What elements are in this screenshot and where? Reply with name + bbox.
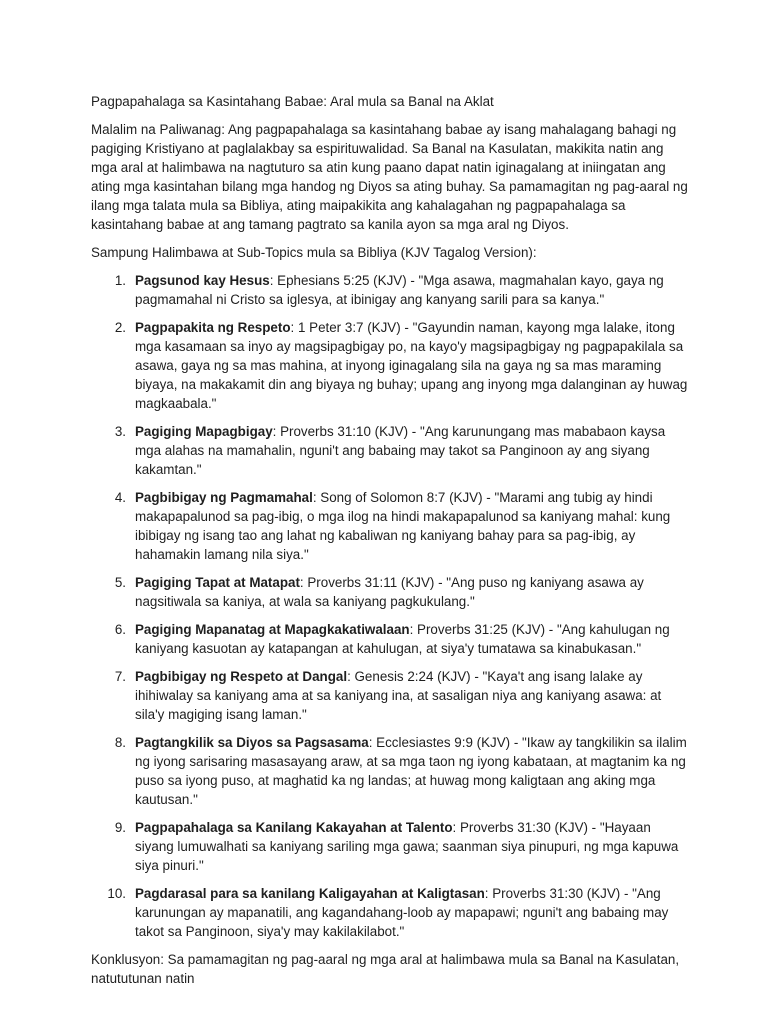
examples-list [91, 271, 691, 941]
list-item-number: 8. [114, 735, 126, 750]
list-item [91, 733, 691, 809]
intro-paragraph: Malalim na Paliwanag: Ang pagpapahalaga sa kasintahang babae ay isang mahalagang bahagi ng pagiging Kristiyano at paglalakbay sa espirituwalidad. Sa Banal na Kasulatan, makikita natin ang mga aral at halimbawa na nagtuturo sa atin kung paano dapat natin iginagalang at iniingatan ang ating mga kasintahan bilang mga handog ng Diyos sa ating buhay. Sa pamamagitan ng pag-aaral ng ilang mga talata mula sa Bibliya, ating maipakikita ang kahalagahan ng pagpapahalaga sa kasintahang babae at ang tamang pagtrato sa kanila ayon sa mga aral ng Diyos. [91, 122, 688, 232]
list-item-text: : Ecclesiastes 9:9 (KJV) - "Ikaw ay tangkilikin sa ilalim ng iyong sarisaring masasayang araw, at sa mga taon ng iyong kabataan, at magtanim ka ng puso sa iyong puso, at maghatid ka ng landas; at huwag mong kaligtaan ang aking mga kautusan." [135, 735, 687, 807]
list-item [91, 667, 691, 724]
list-item-topic: Pagiging Mapagbigay [135, 424, 273, 439]
list-item-number: 9. [114, 820, 126, 835]
list-item [91, 620, 691, 658]
list-item [91, 318, 691, 413]
list-item-topic: Pagtangkilik sa Diyos sa Pagsasama [135, 735, 369, 750]
list-item-topic: Pagbibigay ng Pagmamahal [135, 490, 313, 505]
list-item [91, 818, 691, 875]
list-item [91, 422, 691, 479]
list-item [91, 884, 691, 941]
list-item-number: 7. [114, 669, 126, 684]
list-item [91, 488, 691, 564]
list-item [91, 271, 691, 309]
list-item-text: : Proverbs 31:25 (KJV) - "Ang kahulugan ng kaniyang kasuotan ay katapangan at kahulugan, at siya'y tumatawa sa kinabukasan." [135, 622, 670, 656]
list-item-number: 6. [114, 622, 126, 637]
list-item-text: : 1 Peter 3:7 (KJV) - "Gayundin naman, kayong mga lalake, itong mga kasamaan sa inyo ay magsipagbigay po, na kayo'y magsipagbigay ng pagpapakilala sa asawa, gaya ng sa mas mahina, at inyong iginagalang sila na gaya ng sa mas maraming biyaya, na makakamit din ang biyaya ng buhay; upang ang inyong mga dalanginan ay huwag magkaabala." [135, 320, 688, 411]
list-item [91, 573, 691, 611]
list-item-text: : Proverbs 31:30 (KJV) - "Ang karunungan ay mapanatili, ang kagandahang-loob ay mapapawi; nguni't ang babaing may takot sa Panginoon, siya'y may kakilakilabot." [135, 886, 669, 939]
list-item-topic: Pagdarasal para sa kanilang Kaligayahan at Kaligtasan [135, 886, 485, 901]
conclusion-paragraph: Konklusyon: Sa pamamagitan ng pag-aaral ng mga aral at halimbawa mula sa Banal na Kasulatan, natututunan natin [91, 952, 680, 986]
list-item-topic: Pagiging Mapanatag at Mapagkakatiwalaan [135, 622, 410, 637]
list-item-number: 2. [114, 320, 126, 335]
list-heading: Sampung Halimbawa at Sub-Topics mula sa Bibliya (KJV Tagalog Version): [91, 245, 537, 260]
list-item-topic: Pagpapahalaga sa Kanilang Kakayahan at Talento [135, 820, 453, 835]
list-item-number: 4. [114, 490, 126, 505]
list-item-number: 5. [114, 575, 126, 590]
document-title: Pagpapahalaga sa Kasintahang Babae: Aral mula sa Banal na Aklat [91, 94, 494, 109]
list-item-topic: Pagpapakita ng Respeto [135, 320, 291, 335]
list-item-text: : Ephesians 5:25 (KJV) - "Mga asawa, magmahalan kayo, gaya ng pagmamahal ni Cristo sa iglesya, at ibinigay ang kanyang sarili para sa kanya." [135, 273, 664, 307]
list-item-number: 1. [114, 273, 126, 288]
list-item-number: 3. [114, 424, 126, 439]
list-item-text: : Proverbs 31:10 (KJV) - "Ang karunungang mas mababaon kaysa mga alahas na mamahalin, nguni't ang babaing may takot sa Panginoon ay ang siyang kakamtan." [135, 424, 666, 477]
list-item-topic: Pagsunod kay Hesus [135, 273, 270, 288]
list-item-text: : Genesis 2:24 (KJV) - "Kaya't ang isang lalake ay ihihiwalay sa kaniyang ama at sa kaniyang ina, at sasaligan niya ang kaniyang asawa: at sila'y magiging isang laman." [135, 669, 662, 722]
document-page [91, 92, 691, 997]
list-item-number: 10. [107, 886, 126, 901]
list-item-topic: Pagbibigay ng Respeto at Dangal [135, 669, 348, 684]
list-item-topic: Pagiging Tapat at Matapat [135, 575, 300, 590]
list-item-text: : Proverbs 31:30 (KJV) - "Hayaan siyang lumuwalhati sa kaniyang sariling mga gawa; saanman siya pinupuri, ng mga kapuwa siya pinuri." [135, 820, 679, 873]
list-item-text: : Proverbs 31:11 (KJV) - "Ang puso ng kaniyang asawa ay nagsitiwala sa kaniya, at wala sa kaniyang pagkukulang." [135, 575, 644, 609]
list-item-text: : Song of Solomon 8:7 (KJV) - "Marami ang tubig ay hindi makapapalunod sa pag-ibig, o mga ilog na hindi makapapalunod sa kaniyang mahal: kung ibibigay ng isang tao ang lahat ng kabaliwan ng kaniyang bahay para sa pag-ibig, ay hahamakin lamang nila siya." [135, 490, 671, 562]
